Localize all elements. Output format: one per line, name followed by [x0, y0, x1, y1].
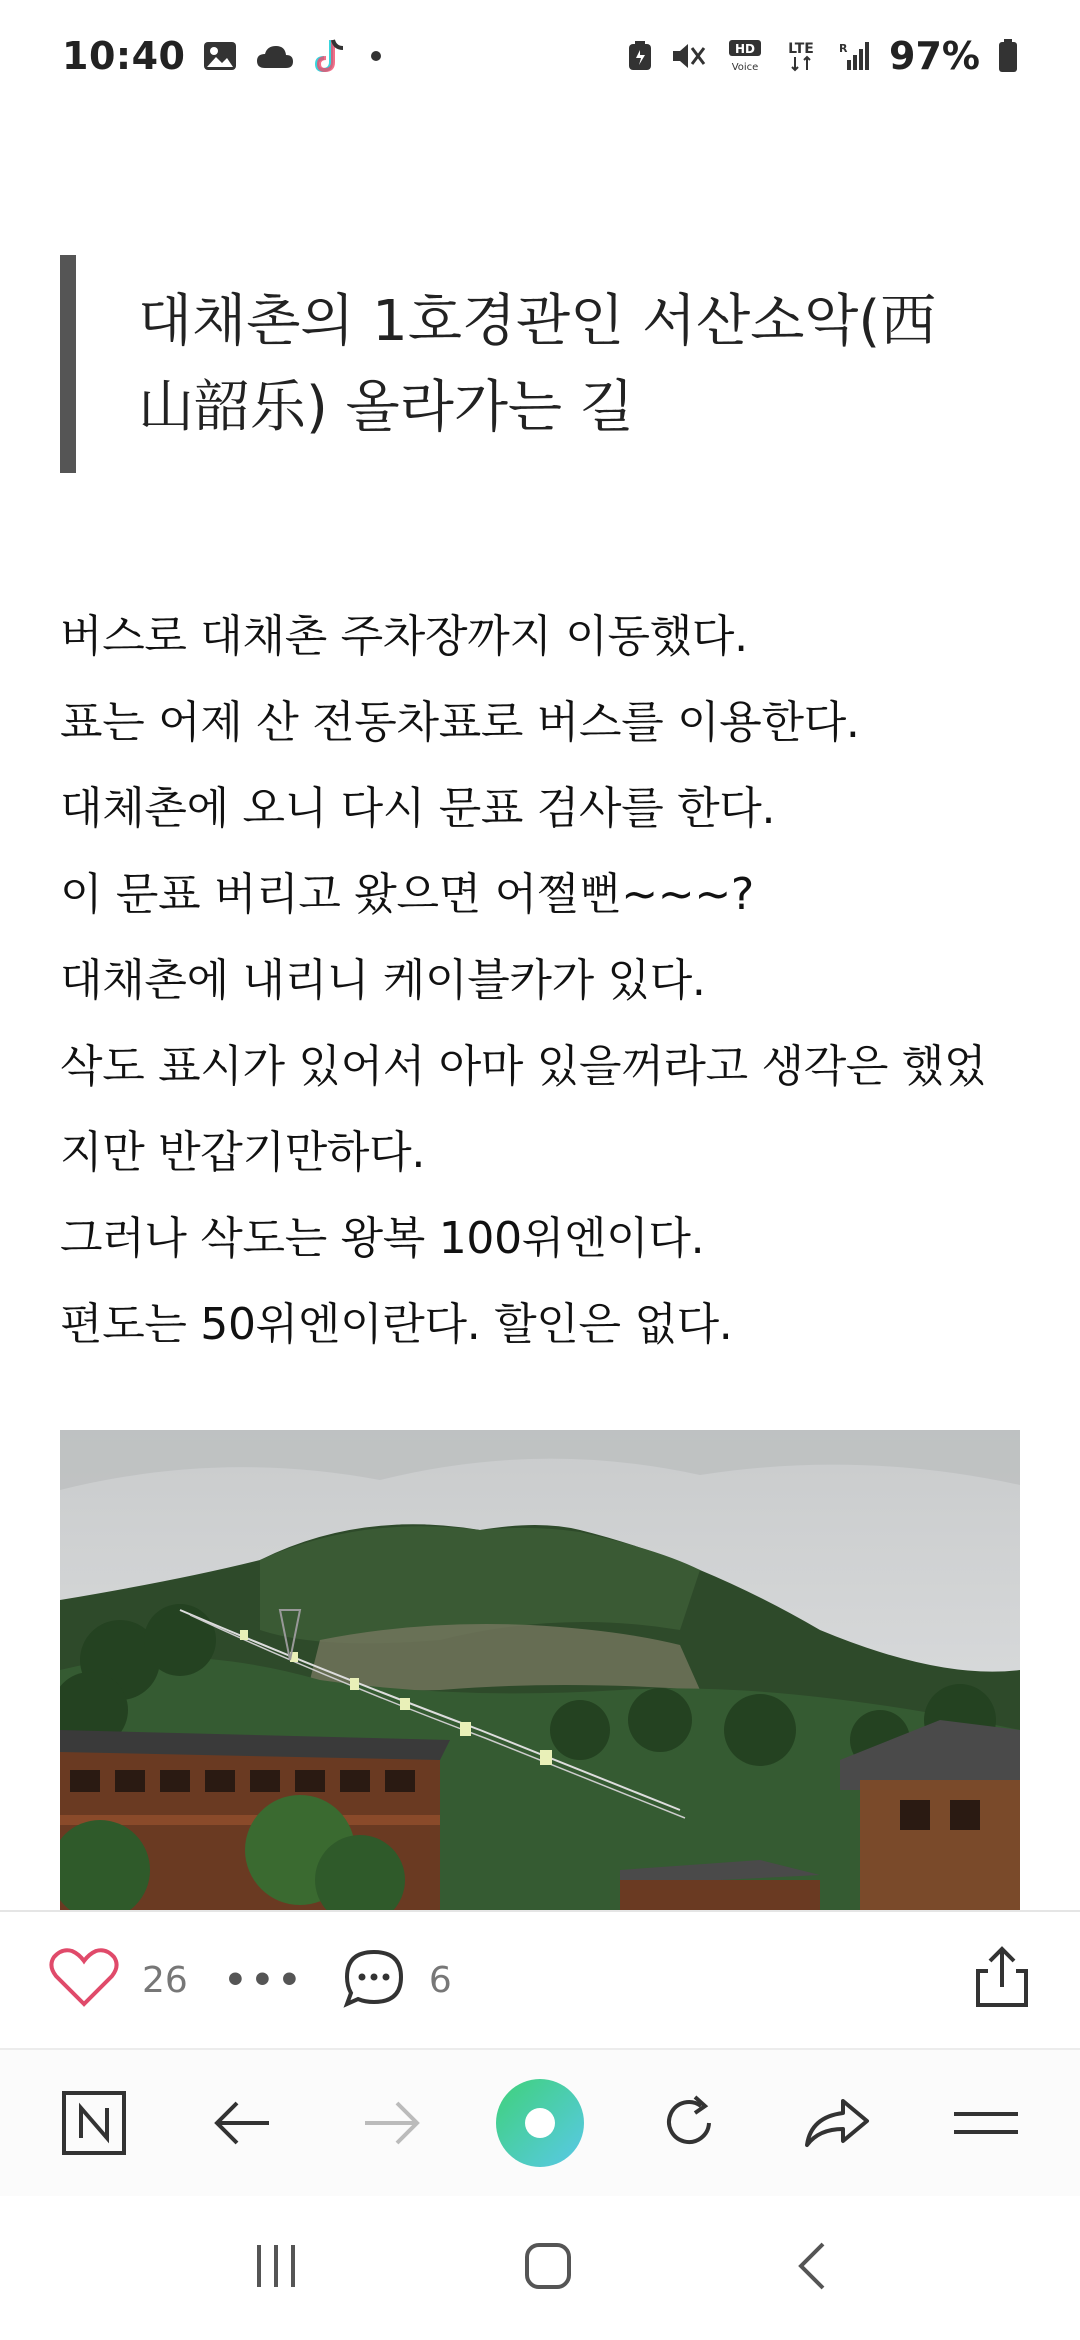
mute-icon [671, 40, 707, 72]
svg-text:R: R [839, 42, 848, 55]
quote-line-2: 山韶乐) 올라가는 길 [138, 375, 634, 440]
paragraph-line: 표는 어제 산 전동차표로 버스를 이용한다. [60, 697, 860, 748]
paragraph-line: 편도는 50위엔이란다. 할인은 없다. [60, 1299, 733, 1350]
status-right [627, 34, 1018, 78]
back-arrow-icon[interactable] [193, 2073, 293, 2173]
paragraph-line: 대채촌에 내리니 케이블카가 있다. [60, 955, 706, 1006]
battery-icon [998, 39, 1018, 73]
share-arrow-icon[interactable] [787, 2073, 887, 2173]
paragraph-line: 삭도 표시가 있어서 아마 있을꺼라고 생각은 했었 [60, 1041, 987, 1092]
status-left [62, 34, 381, 78]
gallery-icon [203, 41, 237, 71]
cloud-icon [255, 42, 295, 70]
svg-text:HD: HD [735, 42, 756, 56]
status-time: 10:40 [62, 34, 186, 78]
like-count: 26 [142, 1959, 188, 2001]
recent-apps-icon[interactable] [251, 2243, 301, 2293]
naver-home-icon[interactable] [44, 2073, 144, 2173]
green-dot-icon[interactable] [490, 2073, 590, 2173]
paragraph-line: 이 문표 버리고 왔으면 어쩔뻔~~~? [60, 869, 754, 920]
status-bar [0, 0, 1080, 112]
hd-voice-icon [725, 39, 765, 73]
battery-percentage: 97% [889, 34, 980, 78]
paragraph-line: 대체촌에 오니 다시 문표 검사를 한다. [60, 783, 776, 834]
quote-line-1: 대채촌의 1호경관인 서산소악(西 [138, 289, 937, 354]
share-icon[interactable] [972, 1945, 1032, 2015]
article-header [60, 255, 1020, 473]
quote-text [138, 255, 1020, 451]
paragraph-line: 지만 반갑기만하다. [60, 1127, 426, 1178]
quote-block [60, 255, 1020, 473]
forward-arrow-icon[interactable] [341, 2073, 441, 2173]
dot-icon [371, 51, 381, 61]
more-options-button[interactable]: ••• [223, 1959, 305, 2001]
like-heart-icon[interactable] [48, 1946, 120, 2014]
signal-icon [837, 40, 871, 72]
comment-count: 6 [428, 1959, 452, 2001]
system-nav-bar [0, 2196, 1080, 2340]
paragraph-line: 그러나 삭도는 왕복 100위엔이다. [60, 1213, 705, 1264]
lte-icon [783, 39, 819, 73]
reaction-bar [0, 1910, 1080, 2048]
browser-nav-bar [0, 2048, 1080, 2196]
paragraph-line: 버스로 대채촌 주차장까지 이동했다. [60, 611, 748, 662]
tiktok-icon [313, 37, 347, 75]
article-photo[interactable] [60, 1430, 1020, 1910]
system-back-icon[interactable] [795, 2240, 829, 2296]
comment-icon[interactable] [341, 1947, 407, 2013]
svg-text:LTE: LTE [788, 41, 814, 57]
article-body [60, 594, 1020, 1368]
menu-icon[interactable] [936, 2073, 1036, 2173]
svg-text:Voice: Voice [731, 62, 759, 73]
battery-saver-icon [627, 40, 653, 72]
home-button-icon[interactable] [523, 2241, 573, 2295]
refresh-icon[interactable] [639, 2073, 739, 2173]
